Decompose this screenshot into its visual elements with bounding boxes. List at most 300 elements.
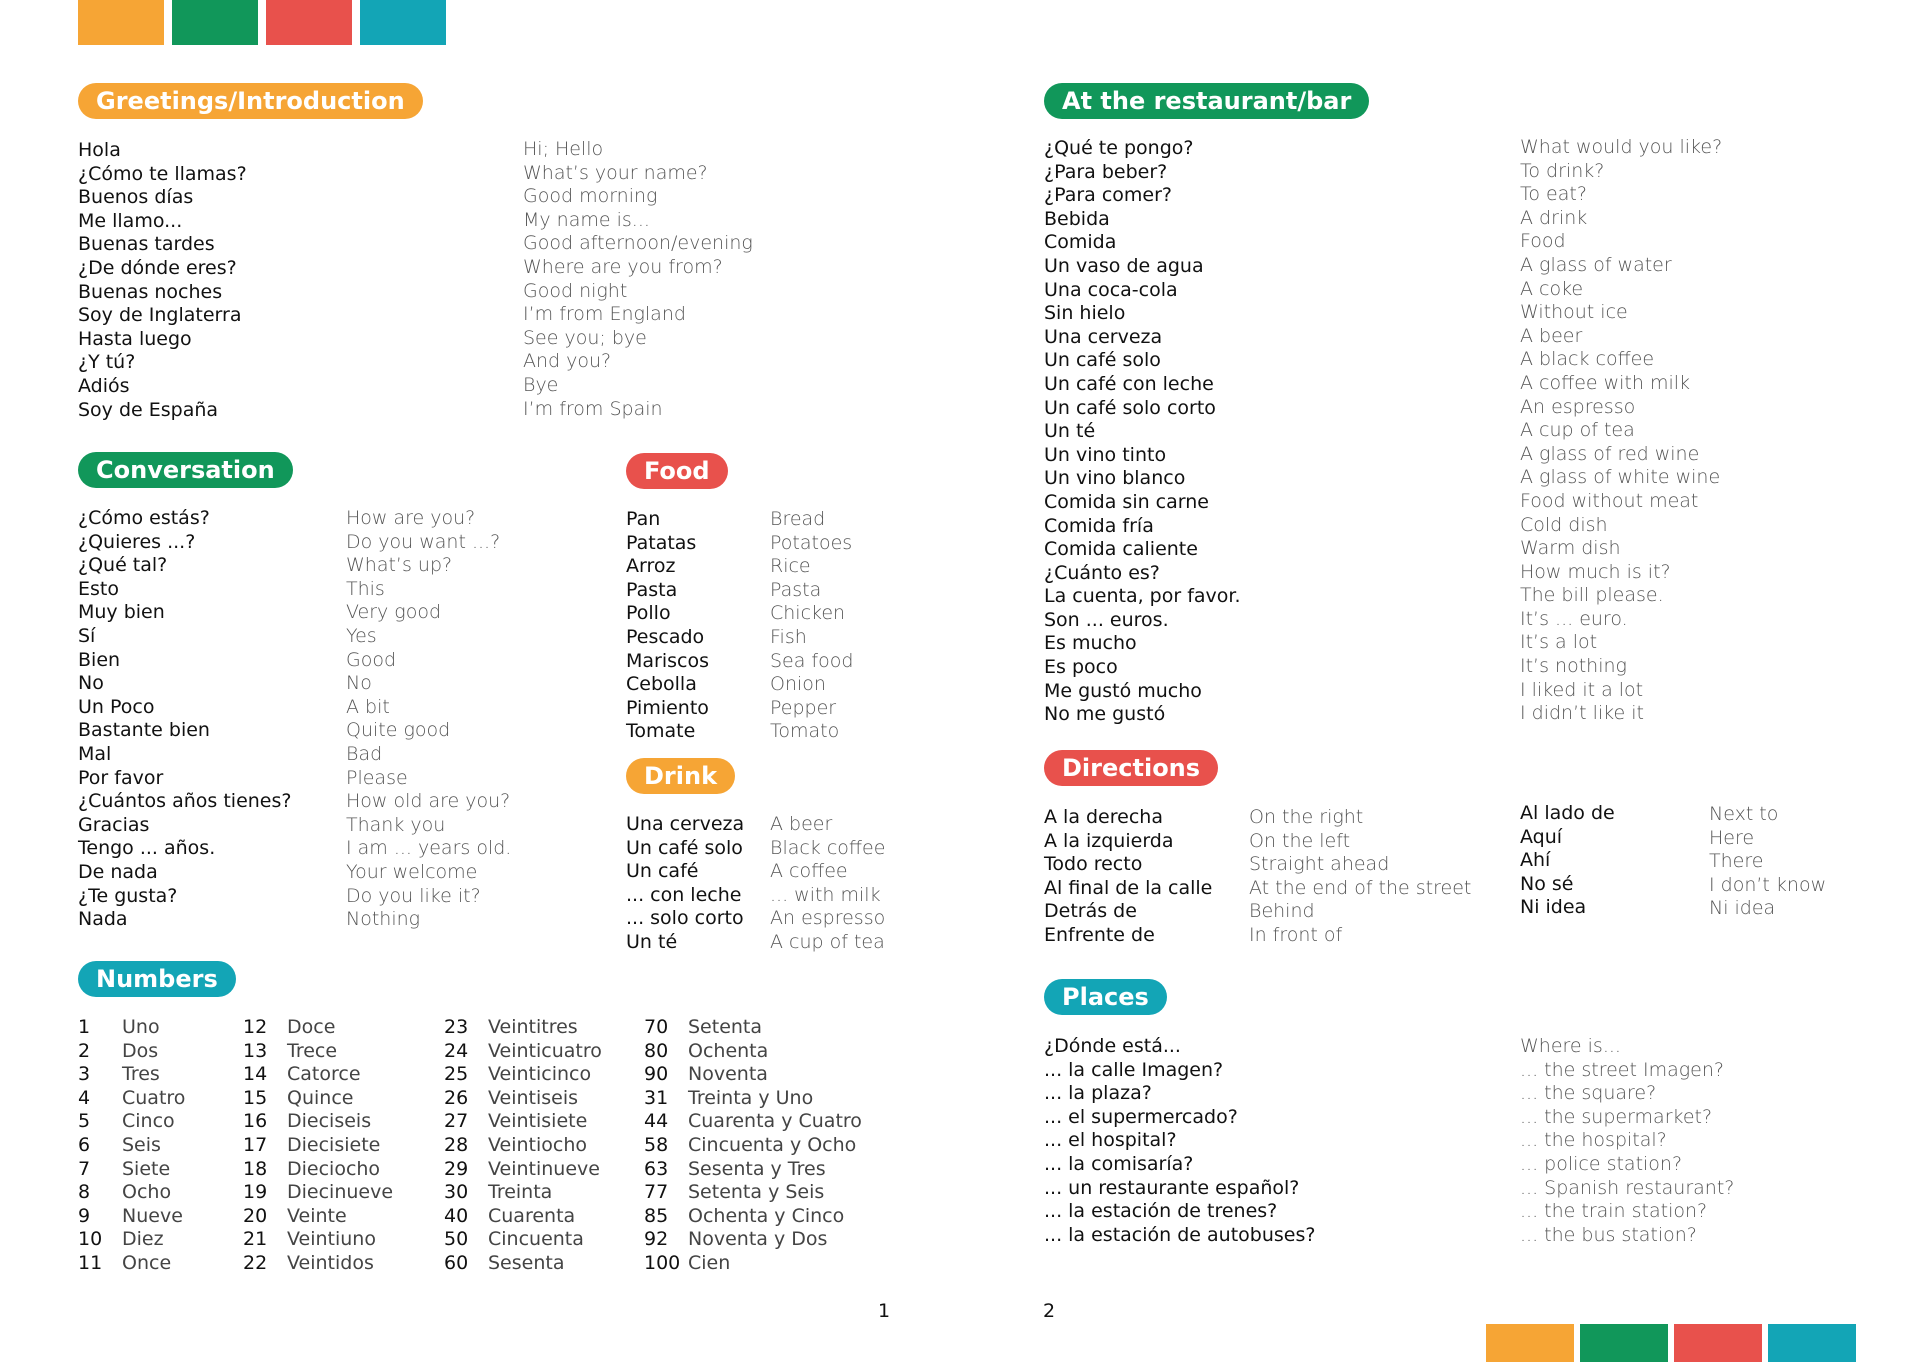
conversation-english-item: Yes [346,624,377,647]
directions-spanish-item: Al lado de [1520,802,1615,824]
conversation-english-item: Do you want ...? [346,530,501,553]
number-digit: 4 [78,1086,91,1109]
conversation-spanish-item: Sí [78,624,96,647]
number-digit: 19 [243,1181,268,1204]
conversation-spanish-item: ¿Qué tal? [78,554,168,577]
restaurant-english-item: An espresso [1520,395,1636,418]
food-english-item: Rice [770,555,811,578]
number-row [243,1134,393,1158]
conversation-spanish-item: ¿Cómo estás? [78,507,210,529]
restaurant-spanish-item: Es mucho [1044,632,1137,655]
conversation-spanish-item: ¿Te gusta? [78,884,178,907]
number-digit: 17 [243,1133,268,1156]
directions-spanish-item: No sé [1520,872,1574,895]
number-row [78,1110,185,1134]
conversation-english-item: This [346,577,385,600]
drink-english-item: A cup of tea [770,930,885,953]
number-row [78,1205,185,1229]
number-digit: 11 [78,1251,103,1274]
number-row [444,1181,602,1205]
places-english-item: ... the bus station? [1520,1223,1697,1246]
greetings-spanish-item: Hola [78,139,121,161]
greetings-english-item: And you? [523,350,612,373]
greetings-spanish-item: Soy de España [78,398,219,421]
food-english-item: Tomato [770,720,840,743]
restaurant-spanish-item: Sin hielo [1044,302,1126,325]
directions-spanish-item: A la izquierda [1044,829,1174,852]
restaurant-english-item: A coke [1520,277,1584,300]
greetings-english-item: I’m from England [523,303,686,326]
number-digit: 70 [644,1016,669,1038]
number-digit: 50 [444,1228,469,1251]
places-spanish-list [1044,1035,1315,1247]
restaurant-spanish-item: Un café solo corto [1044,396,1216,419]
food-spanish-item: Tomate [626,720,696,743]
number-row [644,1205,862,1229]
conversation-spanish-item: De nada [78,860,158,883]
greetings-english-item: My name is... [523,208,650,231]
directions-english-item: Here [1709,826,1755,849]
restaurant-spanish-item: Me gustó mucho [1044,679,1202,702]
number-row [243,1158,393,1182]
restaurant-spanish-item: No me gustó [1044,703,1166,726]
number-row [78,1158,185,1182]
number-digit: 2 [78,1039,91,1062]
number-word: Uno [122,1016,160,1038]
conversation-spanish-item: Tengo ... años. [78,837,216,860]
number-word: Catorce [287,1063,361,1086]
number-row [78,1252,185,1276]
number-digit: 10 [78,1228,103,1251]
greetings-spanish-item: Me llamo... [78,209,183,232]
places-spanish-item: ... el hospital? [1044,1129,1177,1152]
restaurant-english-item: I liked it a lot [1520,678,1644,701]
greetings-spanish-item: ¿Cómo te llamas? [78,162,247,185]
restaurant-spanish-item: ¿Para comer? [1044,184,1172,207]
restaurant-spanish-item: Una coca-cola [1044,278,1178,301]
conversation-english-item: A bit [346,695,390,718]
restaurant-english-item: A glass of red wine [1520,442,1700,465]
conversation-spanish-item: Por favor [78,766,164,789]
restaurant-english-item: Cold dish [1520,513,1608,536]
directions-english-item: Behind [1249,900,1315,923]
places-spanish-item: ... un restaurante español? [1044,1176,1300,1199]
number-digit: 26 [444,1086,469,1109]
number-word: Tres [122,1063,160,1086]
number-row [78,1016,185,1040]
restaurant-english-item: Warm dish [1520,537,1621,560]
conversation-english-item: I am ... years old. [346,837,512,860]
drink-english-item: An espresso [770,907,886,930]
greetings-english-item: Good morning [523,185,658,208]
conversation-english-item: Good [346,648,397,671]
restaurant-spanish-item: Son ... euros. [1044,608,1169,631]
restaurant-spanish-item: ¿Para beber? [1044,160,1168,183]
number-digit: 22 [243,1251,268,1274]
greetings-english-item: Good afternoon/evening [523,232,753,255]
number-word: Setenta y Seis [688,1181,825,1204]
places-english-item: ... police station? [1520,1152,1683,1175]
number-word: Veintiseis [488,1086,579,1109]
number-word: Noventa y Dos [688,1228,828,1251]
number-word: Seis [122,1133,161,1156]
places-english-item: ... the street Imagen? [1520,1058,1724,1081]
conversation-spanish-item: Esto [78,577,119,600]
number-digit: 23 [444,1016,469,1038]
drink-english-item: A beer [770,813,833,835]
greetings-spanish-item: ¿Y tú? [78,351,136,374]
directions-english-item: Straight ahead [1249,853,1390,876]
restaurant-spanish-item: Un vino tinto [1044,443,1167,466]
number-digit: 24 [444,1039,469,1062]
number-row [444,1040,602,1064]
drink-english-item: A coffee [770,860,848,883]
conversation-spanish-item: ¿Quieres ...? [78,530,196,553]
directions-english-item: Ni idea [1709,897,1776,920]
number-row [644,1134,862,1158]
greetings-english-item: What’s your name? [523,161,708,184]
section-title-greetings: Greetings/Introduction [78,83,423,119]
restaurant-spanish-item: Un café con leche [1044,372,1214,395]
restaurant-english-item: A black coffee [1520,348,1655,371]
greetings-spanish-list [78,139,247,422]
number-digit: 28 [444,1133,469,1156]
conversation-spanish-item: ¿Cuántos años tienes? [78,790,292,813]
number-row [444,1252,602,1276]
food-spanish-item: Mariscos [626,649,709,672]
number-digit: 44 [644,1110,669,1133]
restaurant-english-item: It’s ... euro. [1520,607,1628,630]
number-word: Treinta y Uno [688,1086,814,1109]
directions-english-item: I don’t know [1709,873,1827,896]
places-spanish-item: ... la estación de trenes? [1044,1200,1278,1223]
places-english-item: ... the supermarket? [1520,1105,1713,1128]
number-digit: 29 [444,1157,469,1180]
number-word: Doce [287,1016,336,1038]
color-square-green-top [172,0,258,45]
greetings-english-item: Bye [523,373,559,396]
restaurant-spanish-item: Una cerveza [1044,325,1163,348]
restaurant-spanish-item: Es poco [1044,656,1118,679]
conversation-spanish-item: Nada [78,908,128,931]
color-square-red-bottom [1674,1324,1762,1362]
number-row [444,1158,602,1182]
number-digit: 13 [243,1039,268,1062]
greetings-spanish-item: Buenas tardes [78,233,215,256]
number-row [444,1087,602,1111]
food-english-list [770,508,853,744]
greetings-spanish-item: Buenas noches [78,280,223,303]
drink-spanish-list [626,813,744,955]
number-digit: 40 [444,1204,469,1227]
number-digit: 63 [644,1157,669,1180]
drink-spanish-item: ... solo corto [626,907,744,930]
conversation-english-item: Bad [346,742,383,765]
food-spanish-item: Cebolla [626,673,697,696]
places-english-item: ... the train station? [1520,1200,1708,1223]
number-word: Dos [122,1039,159,1062]
greetings-spanish-item: ¿De dónde eres? [78,256,237,279]
food-spanish-item: Pescado [626,625,705,648]
directions-spanish-item: Al final de la calle [1044,876,1213,899]
directions-english-item: On the right [1249,806,1364,828]
number-row [243,1040,393,1064]
directions-spanish-item: Aquí [1520,825,1563,848]
restaurant-spanish-item: Un café solo [1044,349,1161,372]
directions-english-item: On the left [1249,829,1351,852]
conversation-english-item: Your welcome [346,860,478,883]
drink-spanish-item: Un té [626,930,678,953]
number-row [78,1134,185,1158]
section-title-conversation: Conversation [78,452,293,488]
drink-english-item: Black coffee [770,836,886,859]
number-row [243,1063,393,1087]
food-english-item: Pepper [770,696,837,719]
number-row [78,1228,185,1252]
food-english-item: Pasta [770,578,822,601]
places-english-item: ... Spanish restaurant? [1520,1176,1735,1199]
restaurant-spanish-item: La cuenta, por favor. [1044,585,1241,608]
restaurant-spanish-item: Comida [1044,231,1117,254]
greetings-english-item: Hi; Hello [523,138,604,160]
conversation-english-item: No [346,672,372,695]
number-digit: 25 [444,1063,469,1086]
number-row [644,1228,862,1252]
number-digit: 18 [243,1157,268,1180]
number-word: Siete [122,1157,171,1180]
restaurant-spanish-item: ¿Qué te pongo? [1044,137,1194,159]
section-title-numbers: Numbers [78,961,236,997]
restaurant-english-item: What would you like? [1520,136,1723,158]
number-row [243,1016,393,1040]
directions-spanish-item: A la derecha [1044,806,1163,828]
section-title-food: Food [626,453,728,489]
number-digit: 8 [78,1181,91,1204]
number-digit: 16 [243,1110,268,1133]
restaurant-spanish-list [1044,137,1241,727]
number-word: Cuarenta [488,1204,576,1227]
food-spanish-item: Patatas [626,531,697,554]
directions-spanish-list-1 [1044,806,1212,948]
greetings-spanish-item: Buenos días [78,186,194,209]
number-digit: 21 [243,1228,268,1251]
food-spanish-item: Pasta [626,578,678,601]
restaurant-english-item: How much is it? [1520,560,1671,583]
number-word: Once [122,1251,172,1274]
restaurant-english-item: The bill please. [1520,584,1664,607]
conversation-spanish-list [78,507,291,932]
number-digit: 60 [444,1251,469,1274]
number-row [644,1181,862,1205]
conversation-spanish-item: Un Poco [78,695,155,718]
greetings-english-list [523,138,753,421]
number-word: Dieciseis [287,1110,372,1133]
number-word: Veinticinco [488,1063,592,1086]
number-digit: 77 [644,1181,669,1204]
color-square-orange-top [78,0,164,45]
number-row [243,1228,393,1252]
conversation-spanish-item: Gracias [78,813,150,836]
restaurant-spanish-item: Comida fría [1044,514,1154,537]
number-word: Ochenta y Cinco [688,1204,845,1227]
restaurant-english-item: It’s nothing [1520,655,1627,678]
numbers-column-1 [78,1016,185,1276]
conversation-english-list [346,507,511,932]
food-spanish-item: Pimiento [626,696,709,719]
number-word: Treinta [488,1181,553,1204]
number-digit: 9 [78,1204,91,1227]
directions-english-item: There [1709,850,1764,873]
directions-english-item: At the end of the street [1249,876,1472,899]
number-word: Veintisiete [488,1110,588,1133]
number-word: Ochenta [688,1039,769,1062]
food-english-item: Bread [770,508,826,530]
directions-spanish-item: Ni idea [1520,896,1587,919]
number-row [243,1252,393,1276]
number-digit: 27 [444,1110,469,1133]
directions-spanish-list-2 [1520,802,1615,920]
conversation-english-item: What’s up? [346,554,453,577]
places-english-item: ... the square? [1520,1082,1657,1105]
number-digit: 6 [78,1133,91,1156]
page-number-left: 1 [878,1300,891,1322]
number-word: Diecinueve [287,1181,394,1204]
number-digit: 58 [644,1133,669,1156]
number-word: Ocho [122,1181,172,1204]
number-digit: 15 [243,1086,268,1109]
number-word: Noventa [688,1063,768,1086]
number-row [444,1016,602,1040]
number-word: Cincuenta [488,1228,584,1251]
number-digit: 30 [444,1181,469,1204]
restaurant-spanish-item: Un vino blanco [1044,467,1186,490]
number-word: Veinte [287,1204,347,1227]
drink-spanish-item: ... con leche [626,883,742,906]
number-row [78,1087,185,1111]
drink-spanish-item: Un café solo [626,836,743,859]
section-title-places: Places [1044,979,1167,1015]
number-row [644,1158,862,1182]
number-word: Veinticuatro [488,1039,602,1062]
restaurant-english-list [1520,136,1722,726]
restaurant-english-item: Food without meat [1520,489,1699,512]
number-digit: 3 [78,1063,91,1086]
number-digit: 80 [644,1039,669,1062]
number-row [644,1252,862,1276]
color-square-green-bottom [1580,1324,1668,1362]
number-row [644,1063,862,1087]
places-english-list [1520,1035,1734,1247]
number-row [243,1181,393,1205]
food-english-item: Fish [770,625,807,648]
number-word: Dieciocho [287,1157,381,1180]
places-spanish-item: ... la estación de autobuses? [1044,1223,1316,1246]
directions-english-list-2 [1709,803,1826,921]
number-word: Cien [688,1251,731,1274]
directions-spanish-item: Enfrente de [1044,923,1155,946]
number-word: Veintinueve [488,1157,600,1180]
number-word: Trece [287,1039,338,1062]
conversation-english-item: Nothing [346,908,421,931]
number-row [644,1087,862,1111]
number-row [444,1228,602,1252]
number-word: Setenta [688,1016,763,1038]
number-digit: 5 [78,1110,91,1133]
numbers-column-3 [444,1016,602,1276]
greetings-english-item: See you; bye [523,326,647,349]
conversation-english-item: How are you? [346,507,476,529]
number-word: Cincuenta y Ocho [688,1133,857,1156]
restaurant-english-item: Without ice [1520,301,1628,324]
conversation-spanish-item: Mal [78,742,112,765]
page-number-right: 2 [1043,1300,1056,1322]
number-digit: 1 [78,1016,91,1038]
conversation-spanish-item: Bastante bien [78,719,210,742]
number-word: Veintiuno [287,1228,376,1251]
places-english-item: Where is... [1520,1035,1621,1057]
directions-english-item: Next to [1709,803,1779,825]
directions-spanish-item: Detrás de [1044,900,1137,923]
conversation-english-item: Please [346,766,408,789]
places-spanish-item: ... la calle Imagen? [1044,1058,1224,1081]
drink-english-list [770,813,885,955]
directions-english-item: In front of [1249,923,1343,946]
greetings-english-item: Where are you from? [523,255,723,278]
number-row [444,1063,602,1087]
conversation-english-item: Thank you [346,813,446,836]
greetings-spanish-item: Hasta luego [78,327,192,350]
number-digit: 92 [644,1228,669,1251]
number-digit: 14 [243,1063,268,1086]
places-spanish-item: ... el supermercado? [1044,1105,1238,1128]
number-word: Diecisiete [287,1133,381,1156]
food-english-item: Chicken [770,602,846,625]
section-title-drink: Drink [626,758,735,794]
food-english-item: Onion [770,673,826,696]
places-spanish-item: ... la plaza? [1044,1082,1152,1105]
food-english-item: Sea food [770,649,854,672]
number-word: Veintitres [488,1016,578,1038]
restaurant-english-item: It’s a lot [1520,631,1598,654]
number-row [444,1205,602,1229]
restaurant-english-item: A beer [1520,324,1583,347]
greetings-english-item: Good night [523,279,628,302]
color-square-orange-bottom [1486,1324,1574,1362]
number-word: Cinco [122,1110,175,1133]
restaurant-english-item: A drink [1520,206,1588,229]
conversation-english-item: Very good [346,601,442,624]
conversation-spanish-item: Muy bien [78,601,165,624]
number-digit: 100 [644,1251,681,1274]
drink-spanish-item: Un café [626,860,699,883]
food-spanish-item: Pollo [626,602,671,625]
restaurant-spanish-item: Comida caliente [1044,538,1198,561]
number-word: Sesenta [488,1251,565,1274]
restaurant-spanish-item: Bebida [1044,207,1110,230]
number-row [444,1110,602,1134]
number-word: Cuatro [122,1086,186,1109]
conversation-spanish-item: Bien [78,648,121,671]
number-digit: 90 [644,1063,669,1086]
restaurant-spanish-item: Comida sin carne [1044,490,1209,513]
number-word: Diez [122,1228,164,1251]
number-row [243,1110,393,1134]
number-row [78,1040,185,1064]
number-row [78,1181,185,1205]
restaurant-english-item: A coffee with milk [1520,371,1691,394]
places-spanish-item: ... la comisaría? [1044,1152,1194,1175]
number-row [78,1063,185,1087]
